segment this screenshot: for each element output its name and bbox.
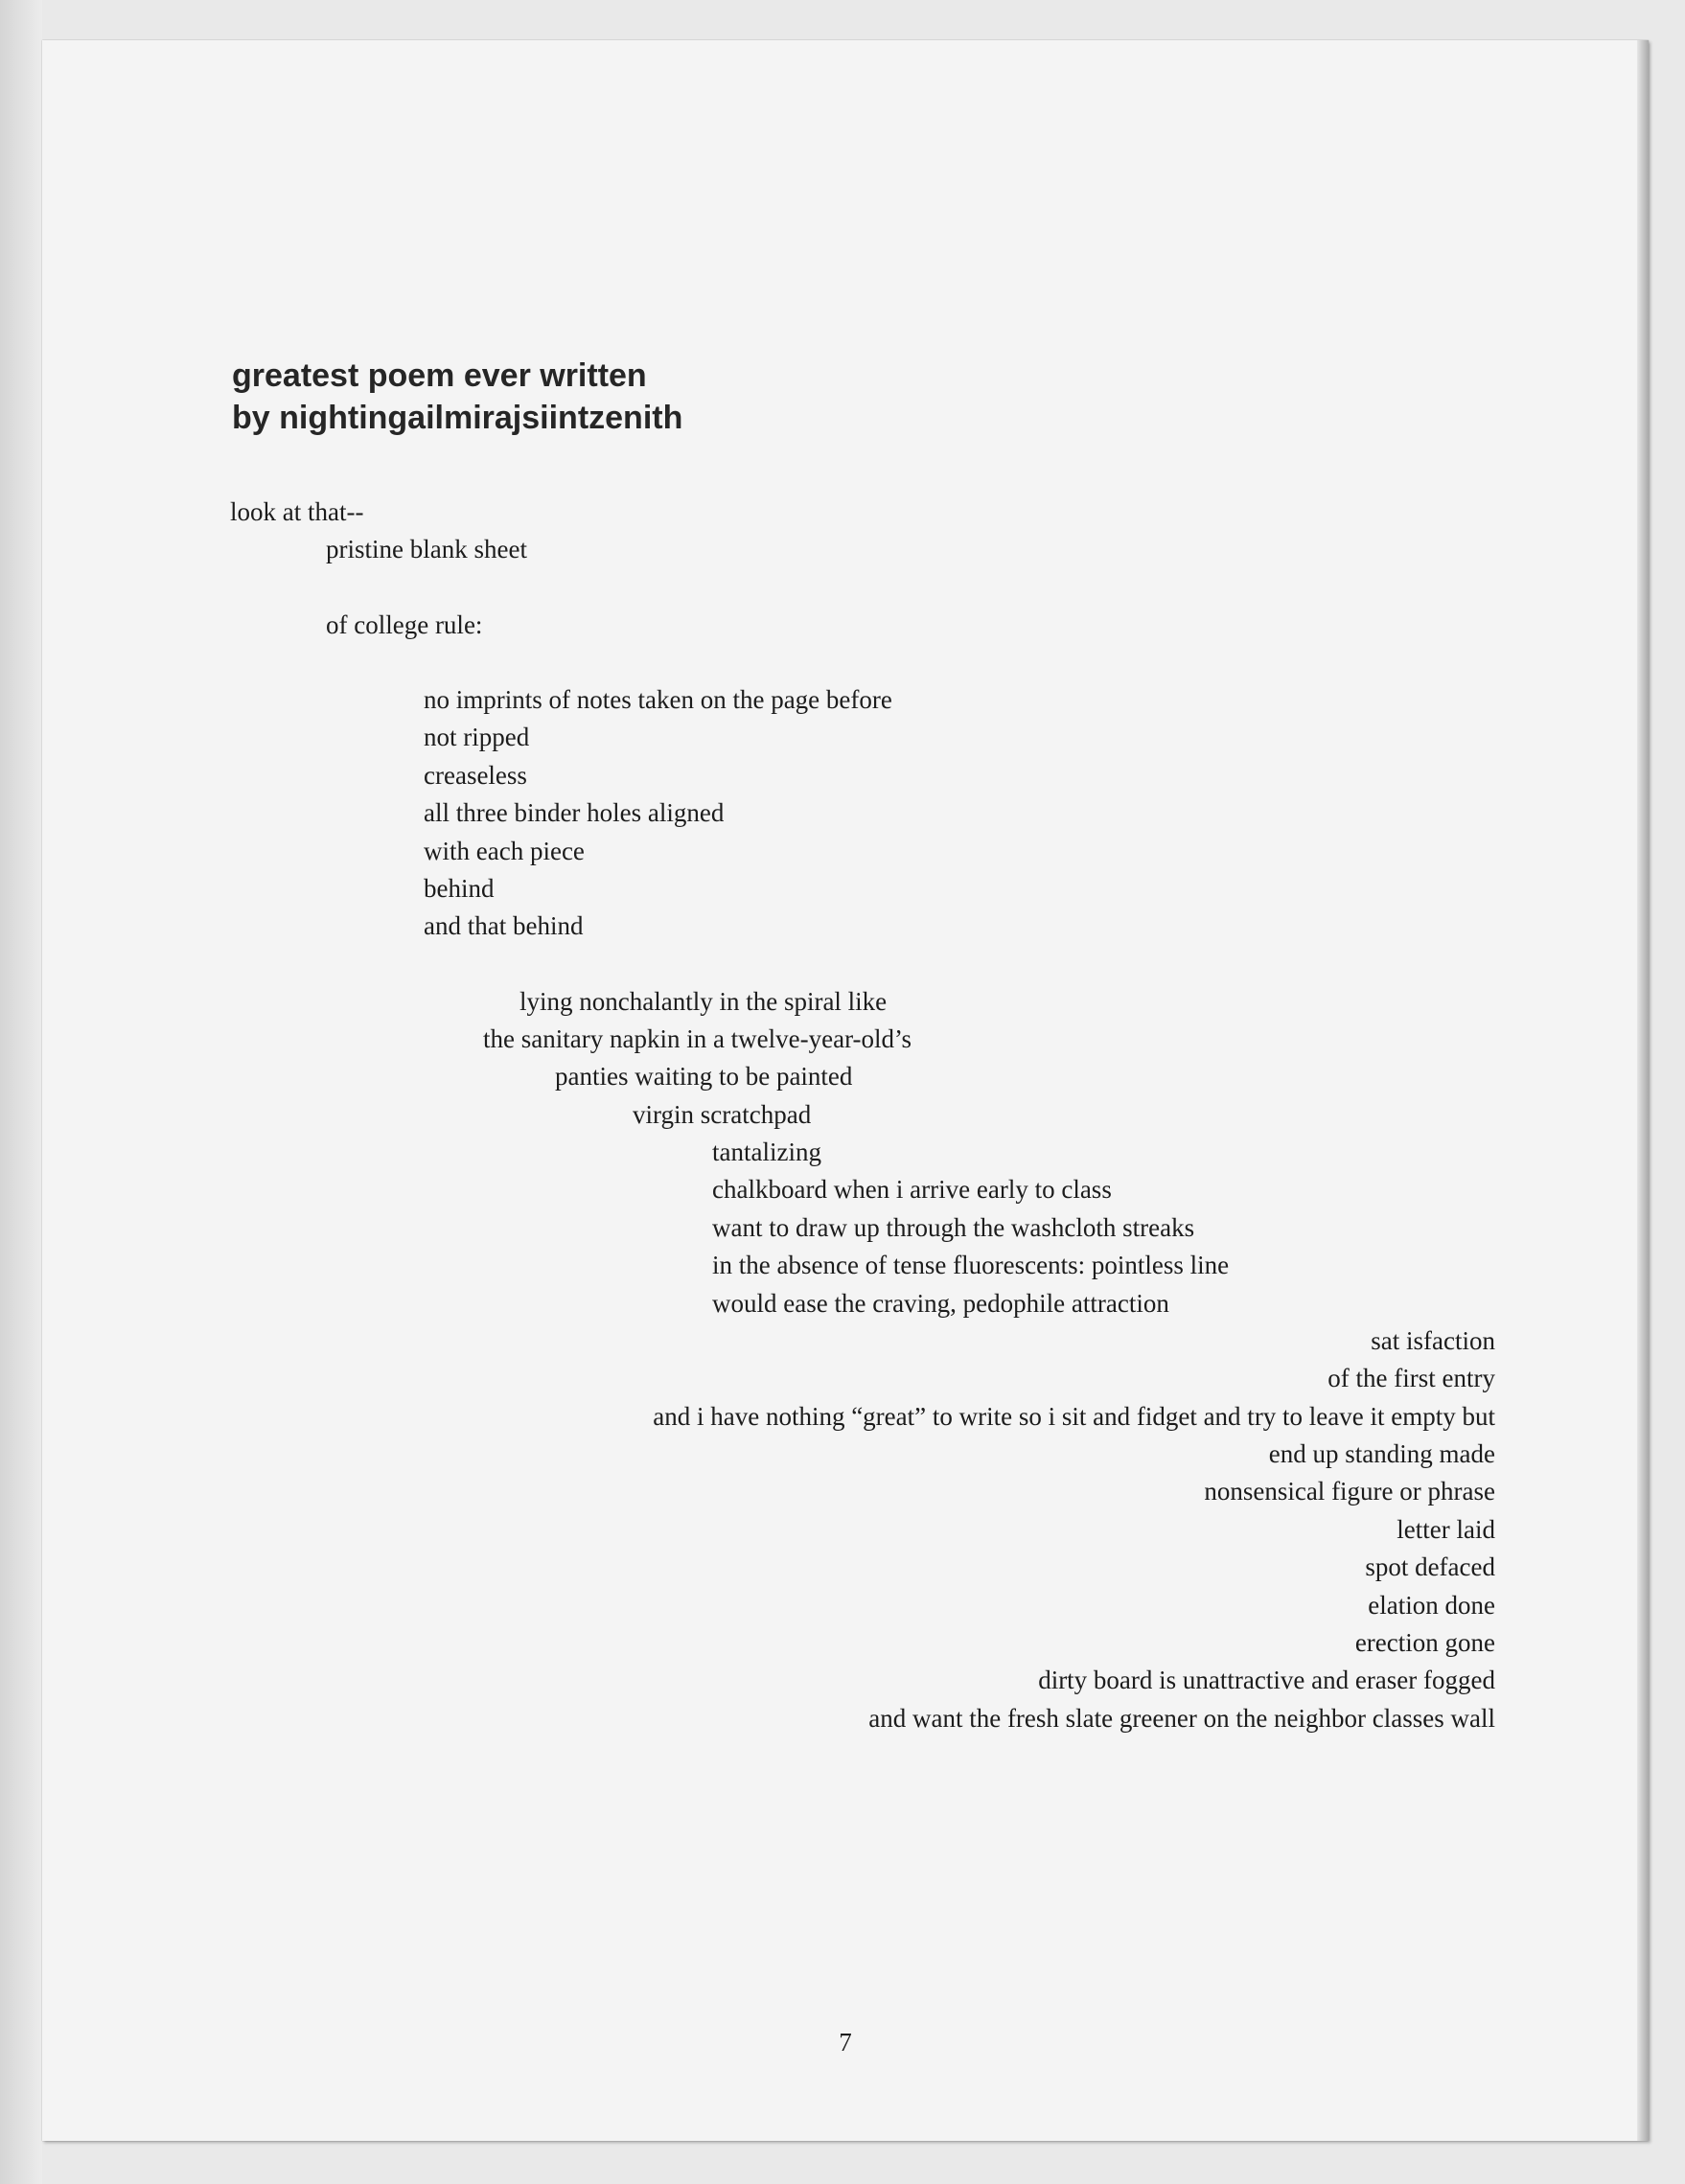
poem-line: spot defaced (1365, 1552, 1495, 1581)
poem-line: nonsensical figure or phrase (1204, 1477, 1495, 1506)
poem-line: erection gone (1354, 1628, 1495, 1657)
poem-line: letter laid (1396, 1515, 1495, 1544)
book-page (42, 40, 1649, 2141)
poem-line: look at that-- (230, 497, 364, 526)
poem-line: elation done (1368, 1591, 1495, 1620)
poem-title: greatest poem ever written (232, 357, 647, 394)
poem-line: would ease the craving, pedophile attraction (712, 1289, 1169, 1318)
poem-line: all three binder holes aligned (424, 798, 725, 827)
poem-line: virgin scratchpad (633, 1100, 812, 1129)
poem-line: pristine blank sheet (326, 535, 527, 563)
poem-line: creaseless (424, 761, 527, 790)
page-edge-shadow (1637, 40, 1649, 2141)
poem-line: lying nonchalantly in the spiral like (519, 987, 888, 1016)
poem-line: no imprints of notes taken on the page before (424, 685, 892, 714)
poem-line: with each piece (424, 837, 585, 865)
poem-line: of the first entry (1327, 1364, 1495, 1392)
page-number: 7 (839, 2028, 852, 2057)
poem-line: sat isfaction (1371, 1326, 1495, 1355)
poem-line: end up standing made (1268, 1439, 1495, 1468)
poem-line: in the absence of tense fluorescents: pointless line (712, 1251, 1230, 1279)
poem-line: and that behind (424, 911, 584, 940)
poem-line: chalkboard when i arrive early to class (712, 1175, 1112, 1204)
poem-line: and want the fresh slate greener on the neighbor classes wall (868, 1704, 1495, 1733)
poem-byline: by nightingailmirajsiintzenith (232, 400, 683, 436)
poem-line: behind (424, 874, 495, 903)
poem-line: panties waiting to be painted (555, 1062, 853, 1091)
poem-line: not ripped (424, 723, 530, 751)
poem-line: of college rule: (326, 610, 483, 639)
poem-line: dirty board is unattractive and eraser fogged (1038, 1666, 1495, 1694)
poem-line: want to draw up through the washcloth streaks (712, 1213, 1195, 1242)
poem-line: and i have nothing “great” to write so i sit and fidget and try to leave it empty but (653, 1402, 1495, 1431)
poem-line: tantalizing (712, 1138, 821, 1166)
poem-line: the sanitary napkin in a twelve-year-old’s (483, 1024, 912, 1053)
scanner-background (0, 0, 42, 2184)
